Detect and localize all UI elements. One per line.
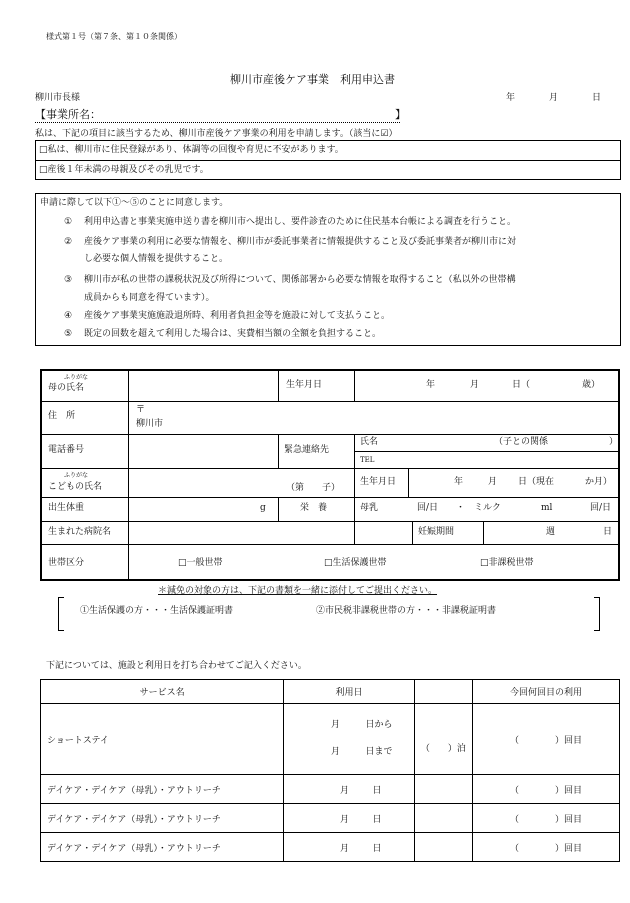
contact-name-label: 氏名 — [360, 437, 379, 447]
child-furigana: ふりがな — [64, 472, 89, 479]
address-label: 住 所 — [48, 411, 76, 421]
consent-text-3: 柳川市が私の世帯の課税状況及び所得について、関係部署から必要な情報を取得すること（私以外の世帯構 — [84, 275, 516, 285]
daycare-day-3[interactable]: 日 — [372, 843, 382, 854]
household-welfare[interactable]: □生活保護世帯 — [324, 558, 387, 568]
exemption-doc-2: ②市民税非課税世帯の方・・・非課税証明書 — [316, 606, 497, 616]
daycare-name-1: デイケア・デイケア（母乳）・アウトリーチ — [41, 775, 284, 804]
schedule-table — [40, 679, 620, 862]
gestation-weeks: 週 — [546, 527, 556, 537]
consent-num-3: ③ — [64, 275, 73, 285]
table-row — [41, 775, 620, 804]
consent-num-5: ⑤ — [64, 329, 73, 339]
address-city: 柳川市 — [136, 419, 164, 429]
short-stay-name: ショートステイ — [41, 704, 284, 775]
right-bracket — [594, 597, 600, 631]
daycare-day-2[interactable]: 日 — [372, 814, 382, 825]
table-row — [41, 804, 620, 833]
child-birth-label: 生年月日 — [360, 477, 397, 487]
emergency-label: 緊急連絡先 — [284, 445, 330, 455]
check-icon: ☑ — [380, 129, 389, 139]
birth-weight-label: 出生体重 — [48, 503, 85, 513]
header-date: 利用日 — [284, 680, 415, 704]
consent-text-1: 利用申込書と事業実施申送り書を柳川市へ提出し、要件診査のために住民基本台帳による調査を行うこと。 — [84, 217, 517, 227]
consent-num-1: ① — [64, 217, 73, 227]
hospital-label: 生まれた病院名 — [48, 527, 112, 537]
nutrition-label: 栄 養 — [300, 503, 328, 513]
postal-mark: 〒 — [136, 405, 146, 415]
gestation-days: 日 — [603, 527, 613, 537]
short-stay-times[interactable]: （ ）回目 — [472, 704, 619, 775]
milk-times: 回/日 — [590, 503, 612, 513]
daycare-blank-1 — [414, 775, 472, 804]
consent-text-2b: し必要な個人情報を提供すること。 — [84, 254, 229, 264]
exemption-doc-1: ①生活保護の方・・・生活保護証明書 — [80, 606, 234, 616]
form-number: 様式第１号（第７条、第１０条関係） — [46, 32, 182, 41]
phone-label: 電話番号 — [48, 445, 85, 455]
consent-num-2: ② — [64, 237, 73, 247]
daycare-day-1[interactable]: 日 — [372, 785, 382, 796]
daycare-name-3: デイケア・デイケア（母乳）・アウトリーチ — [41, 833, 284, 862]
breast-label: 母乳 — [360, 503, 379, 513]
daycare-month-3[interactable]: 月 — [340, 843, 350, 854]
household-nontax[interactable]: □非課税世帯 — [480, 558, 534, 568]
date-month: 月 — [549, 93, 559, 103]
daycare-blank-2 — [414, 804, 472, 833]
birth-day: 日（ — [512, 380, 531, 390]
relation-close: ） — [609, 437, 619, 447]
birth-year: 年 — [426, 380, 436, 390]
child-birth-months: か月） — [585, 477, 613, 487]
short-stay-nights[interactable]: （ ）泊 — [414, 704, 472, 775]
child-birth-day: 日（現在 — [518, 477, 555, 487]
header-service: サービス名 — [41, 680, 284, 704]
applicability-item-1[interactable]: □私は、柳川市に住民登録があり、体調等の回復や育児に不安があります。 — [39, 145, 344, 155]
daycare-times-3[interactable]: （ ）回目 — [472, 833, 619, 862]
applicability-item-2[interactable]: □産後１年未満の母親及びその乳児です。 — [39, 165, 209, 175]
left-bracket — [58, 597, 64, 631]
exemption-notice: ＊減免の対象の方は、下記の書類を一緒に添付してご提出ください。 — [158, 586, 438, 596]
applicability-statement: 私は、下記の項目に該当するため、柳川市産後ケア事業の利用を申請します。（該当に☑） — [35, 129, 398, 139]
form-title: 柳川市産後ケア事業 利用申込書 — [230, 73, 395, 86]
daycare-month-2[interactable]: 月 — [340, 814, 350, 825]
milk-ml: ml — [541, 503, 553, 513]
short-stay-from-month[interactable]: 月 — [331, 720, 341, 730]
consent-text-5: 既定の回数を超えて利用した場合は、実費相当額の全額を負担すること。 — [84, 329, 382, 339]
child-birth-year: 年 — [454, 477, 464, 487]
birth-date-label: 生年月日 — [286, 380, 323, 390]
breast-times: 回/日 — [417, 503, 439, 513]
child-birth-month: 月 — [488, 477, 498, 487]
short-stay-to-day[interactable]: 日まで — [365, 747, 393, 757]
consent-num-4: ④ — [64, 311, 73, 321]
tel-label: TEL — [360, 456, 375, 464]
daycare-blank-3 — [414, 833, 472, 862]
mother-furigana: ふりがな — [64, 374, 89, 381]
table-row — [41, 704, 620, 775]
milk-label: ミルク — [474, 503, 501, 513]
daycare-month-1[interactable]: 月 — [340, 785, 350, 796]
short-stay-from-day[interactable]: 日から — [365, 720, 393, 730]
date-year: 年 — [506, 93, 516, 103]
schedule-intro: 下記については、施設と利用日を打ち合わせてご記入ください。 — [46, 661, 307, 671]
child-order: （第 子） — [286, 483, 341, 493]
consent-text-3b: 成員からも同意を得ています）。 — [84, 293, 215, 303]
gestation-label: 妊娠期間 — [418, 527, 455, 537]
facility-underline — [35, 122, 400, 123]
mother-name-label: 母の氏名 — [48, 383, 85, 393]
consent-text-2: 産後ケア事業の利用に必要な情報を、柳川市が委託事業者に情報提供すること及び委託事業者が柳川市に対 — [84, 237, 517, 247]
short-stay-to-month[interactable]: 月 — [331, 747, 341, 757]
daycare-times-2[interactable]: （ ）回目 — [472, 804, 619, 833]
household-label: 世帯区分 — [48, 558, 85, 568]
addressee: 柳川市長様 — [35, 93, 81, 103]
table-row — [41, 833, 620, 862]
birth-month: 月 — [470, 380, 480, 390]
header-blank — [414, 680, 472, 704]
facility-label: 【事業所名： — [35, 108, 101, 121]
facility-close: 】 — [395, 108, 406, 121]
household-general[interactable]: □一般世帯 — [178, 558, 223, 568]
consent-intro: 申請に際して以下①～⑤のことに同意します。 — [40, 198, 229, 208]
birth-age: 歳） — [582, 380, 601, 390]
daycare-times-1[interactable]: （ ）回目 — [472, 775, 619, 804]
weight-unit: g — [260, 503, 266, 513]
consent-box — [35, 193, 621, 346]
nutrition-dot: ・ — [456, 503, 466, 513]
header-times: 今回何回目の利用 — [472, 680, 619, 704]
consent-text-4: 産後ケア事業実施施設退所時、利用者負担金等を施設に対して支払うこと。 — [84, 311, 391, 321]
date-day: 日 — [592, 93, 602, 103]
daycare-name-2: デイケア・デイケア（母乳）・アウトリーチ — [41, 804, 284, 833]
relation-label: （子との関係 — [494, 437, 549, 447]
child-name-label: こどもの氏名 — [48, 482, 103, 492]
